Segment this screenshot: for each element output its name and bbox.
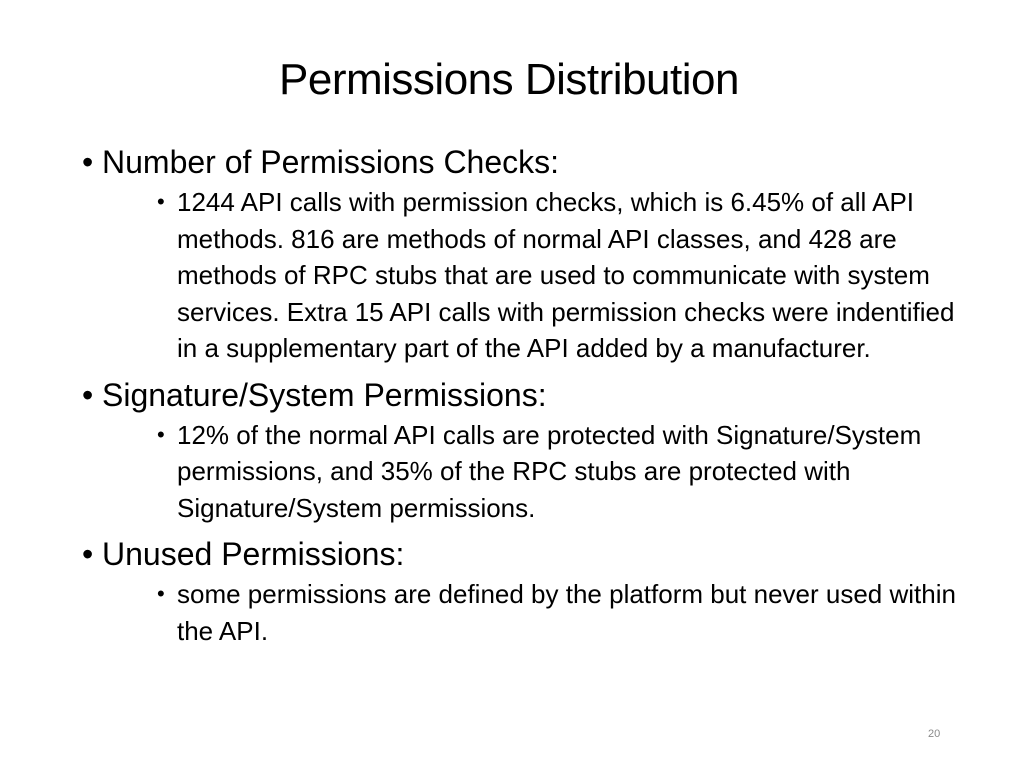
bullet-permissions-checks <box>80 142 960 182</box>
bullet-dot-icon: • <box>82 144 94 180</box>
sub-bullet-unused-permissions <box>157 576 957 649</box>
sub-bullet-text: some permissions are defined by the platform but never used within the API. <box>177 579 956 646</box>
sub-bullet-permissions-checks <box>157 184 957 367</box>
bullet-unused-permissions <box>80 534 960 574</box>
bullet-dot-icon: • <box>157 581 165 606</box>
sub-bullet-signature-system <box>157 417 957 527</box>
page-number: 20 <box>928 728 941 740</box>
bullet-heading: Signature/System Permissions: <box>102 376 547 413</box>
bullet-dot-icon: • <box>157 421 165 447</box>
bullet-dot-icon: • <box>82 536 94 572</box>
sub-bullet-text: 1244 API calls with permission checks, which is 6.45% of all API methods. 816 are methods of normal API classes, and 428 are methods of RPC stubs that are used to communicate with system services. Extra 15 API calls with permission checks were indentified in a supplementary part of the API added by a manufacturer. <box>177 187 955 363</box>
bullet-dot-icon: • <box>82 376 94 413</box>
sub-bullet-text: 12% of the normal API calls are protected with Signature/System permissions, and 35% of the RPC stubs are protected with Signature/System permissions. <box>177 419 922 523</box>
slide-title: Permissions Distribution <box>279 55 739 104</box>
bullet-heading: Number of Permissions Checks: <box>102 144 560 180</box>
bullet-heading: Unused Permissions: <box>102 536 405 572</box>
bullet-dot-icon: • <box>157 189 165 214</box>
bullet-signature-system <box>80 375 960 415</box>
slide-content <box>80 138 960 657</box>
